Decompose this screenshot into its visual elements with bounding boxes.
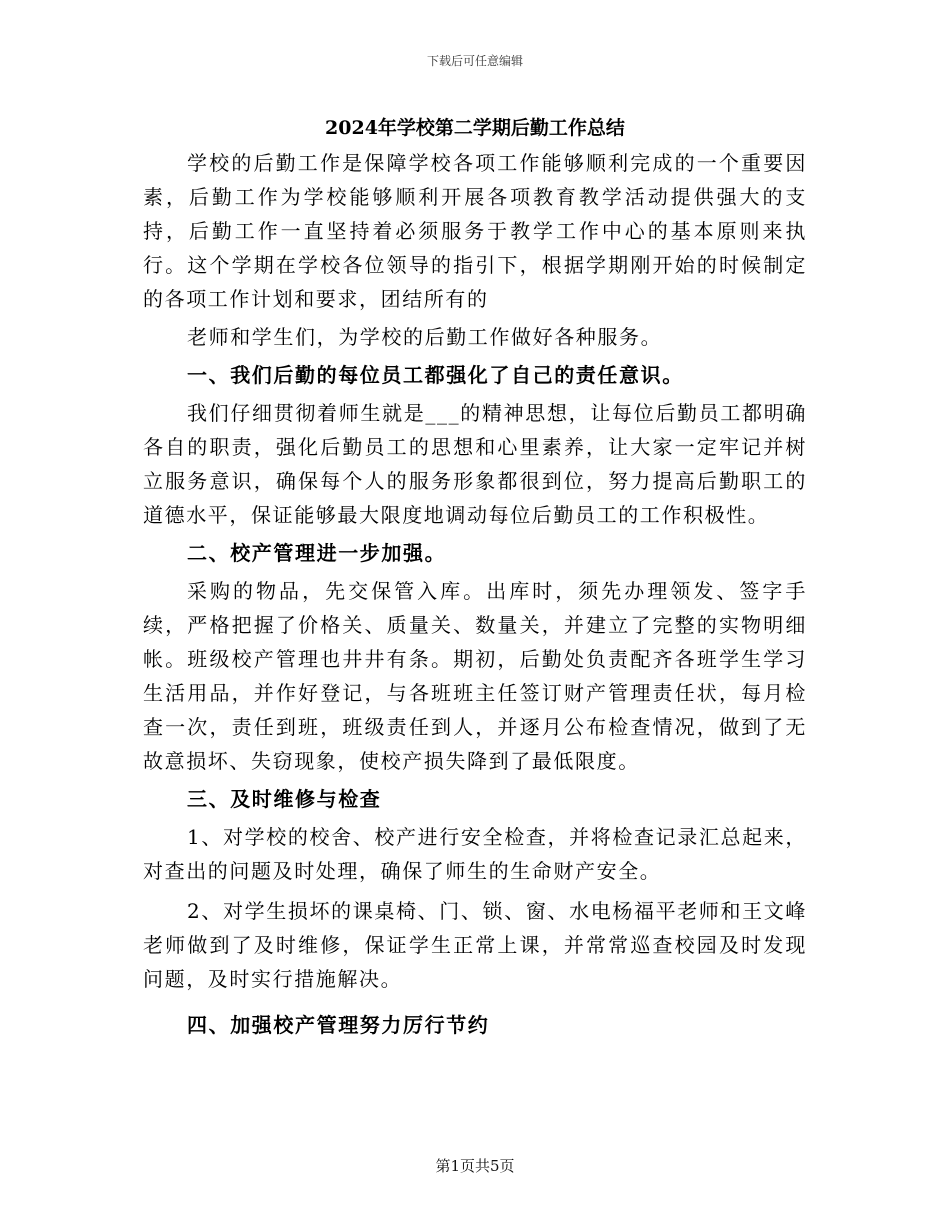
intro-paragraph-2: 老师和学生们，为学校的后勤工作做好各种服务。 [187, 325, 663, 349]
page-footer: 第1页共5页 [435, 1157, 515, 1175]
section-3-paragraph-2: 2、对学生损坏的课桌椅、门、锁、窗、水电杨福平老师和王文峰老师做到了及时维修，保证学生正常上课，并常常巡查校园及时发现问题，及时实行措施解决。 [143, 899, 807, 991]
header-note: 下载后可任意编辑 [426, 54, 523, 68]
section-1-paragraph-1: 我们仔细贯彻着师生就是___的精神思想，让每位后勤员工都明确各自的职责，强化后勤员工的思想和心里素养，让大家一定牢记并树立服务意识，确保每个人的服务形象都很到位，努力提高后勤职工的道德水平，保证能够最大限度地调动每位后勤员工的工作积极性。 [143, 401, 807, 527]
section-3-paragraph-1: 1、对学校的校舍、校产进行安全检查，并将检查记录汇总起来，对查出的问题及时处理，确保了师生的生命财产安全。 [143, 825, 807, 883]
section-4-heading: 四、加强校产管理努力厉行节约 [187, 1013, 490, 1037]
document-title: 2024年学校第二学期后勤工作总结 [325, 117, 625, 139]
section-2-paragraph-1: 采购的物品，先交保管入库。出库时，须先办理领发、签字手续，严格把握了价格关、质量关、数量关，并建立了完整的实物明细帐。班级校产管理也井井有条。期初，后勤处负责配齐各班学生学习生活用品，并作好登记，与各班班主任签订财产管理责任状，每月检查一次，责任到班，班级责任到人，并逐月公布检查情况，做到了无故意损坏、失窃现象，使校产损失降到了最低限度。 [143, 579, 807, 773]
document-body [143, 112, 807, 1042]
section-1-heading: 一、我们后勤的每位员工都强化了自己的责任意识。 [187, 363, 684, 387]
section-2-heading: 二、校产管理进一步加强。 [187, 541, 447, 565]
intro-paragraph-1: 学校的后勤工作是保障学校各项工作能够顺利完成的一个重要因素，后勤工作为学校能够顺利开展各项教育教学活动提供强大的支持，后勤工作一直坚持着必须服务于教学工作中心的基本原则来执行。这个学期在学校各位领导的指引下，根据学期刚开始的时候制定的各项工作计划和要求，团结所有的 [143, 151, 807, 311]
section-3-heading: 三、及时维修与检查 [187, 787, 382, 811]
